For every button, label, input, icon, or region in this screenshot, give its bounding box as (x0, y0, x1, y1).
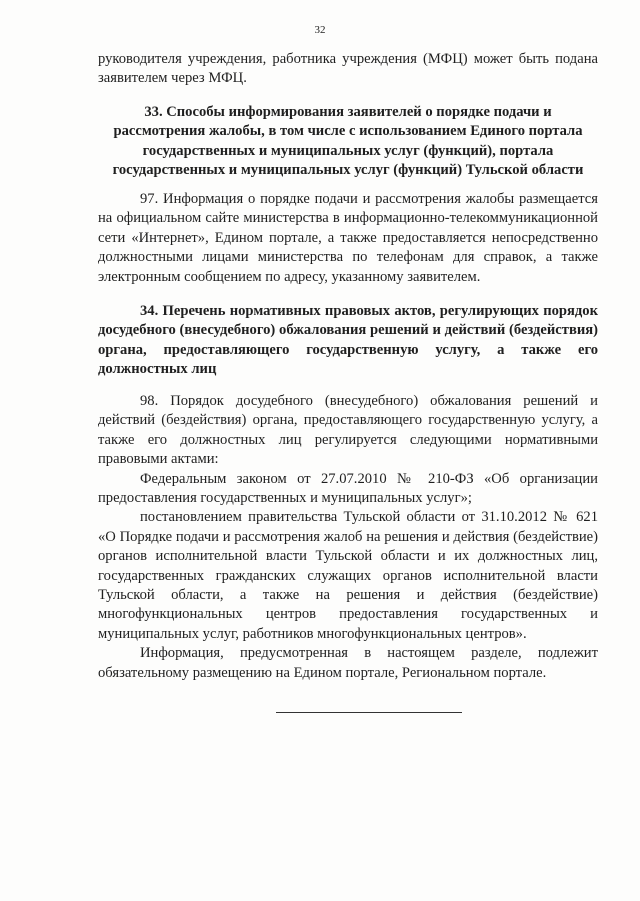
page-number: 32 (314, 24, 326, 36)
carry-over-paragraph: руководителя учреждения, работника учреждения (МФЦ) может быть подана заявителем через МФЦ. (98, 51, 598, 87)
section-33-heading: 33. Способы информирования заявителей о порядке подачи и рассмотрения жалобы, в том числе с использованием Единого портала государственных и муниципальных услуг (функций), портала государственных и муниципальных услуг (функций) Тульской области (112, 104, 584, 179)
section-33 (98, 103, 598, 181)
section-34-heading: 34. Перечень нормативных правовых актов, регулирующих порядок досудебного (внесудебного) обжалования решений и действий (бездействия) органа, предоставляющего государственную услугу, а также его должностных лиц (98, 303, 598, 378)
law-tula-621: постановлением правительства Тульской области от 31.10.2012 № 621 «О Порядке подачи и рассмотрения жалоб на решения и действия (бездействие) органов исполнительной власти Тульской области и их должностных лиц, государственных гражданских служащих органов исполнительной власти Тульской области, а также на решения и действия (бездействие) многофункциональных центров предоставления государственных и муниципальных услуг, работников многофункциональных центров». (98, 509, 598, 642)
carry-over-text-block (98, 50, 598, 89)
paragraph-98: 98. Порядок досудебного (внесудебного) обжалования решений и действий (бездействия) органа, предоставляющего государственную услугу, а также его должностных лиц регулируется следующими нормативными правовыми актами: (98, 393, 598, 468)
paragraph-97: 97. Информация о порядке подачи и рассмотрения жалобы размещается на официальном сайте министерства в информационно-телекоммуникационной сети «Интернет», Едином портале, а также предоставляется непосредственно должностными лицами министерства по телефонам для справок, а также электронным сообщением по адресу, указанному заявителем. (98, 191, 598, 285)
paragraph-98-block (98, 392, 598, 683)
closing-paragraph: Информация, предусмотренная в настоящем разделе, подлежит обязательному размещению на Едином портале, Региональном портале. (98, 645, 598, 681)
section-34 (98, 302, 598, 380)
end-divider-line (276, 712, 462, 713)
law-federal-210: Федеральным законом от 27.07.2010 № 210-ФЗ «Об организации предоставления государственных и муниципальных услуг»; (98, 470, 598, 507)
paragraph-97-block (98, 190, 598, 287)
